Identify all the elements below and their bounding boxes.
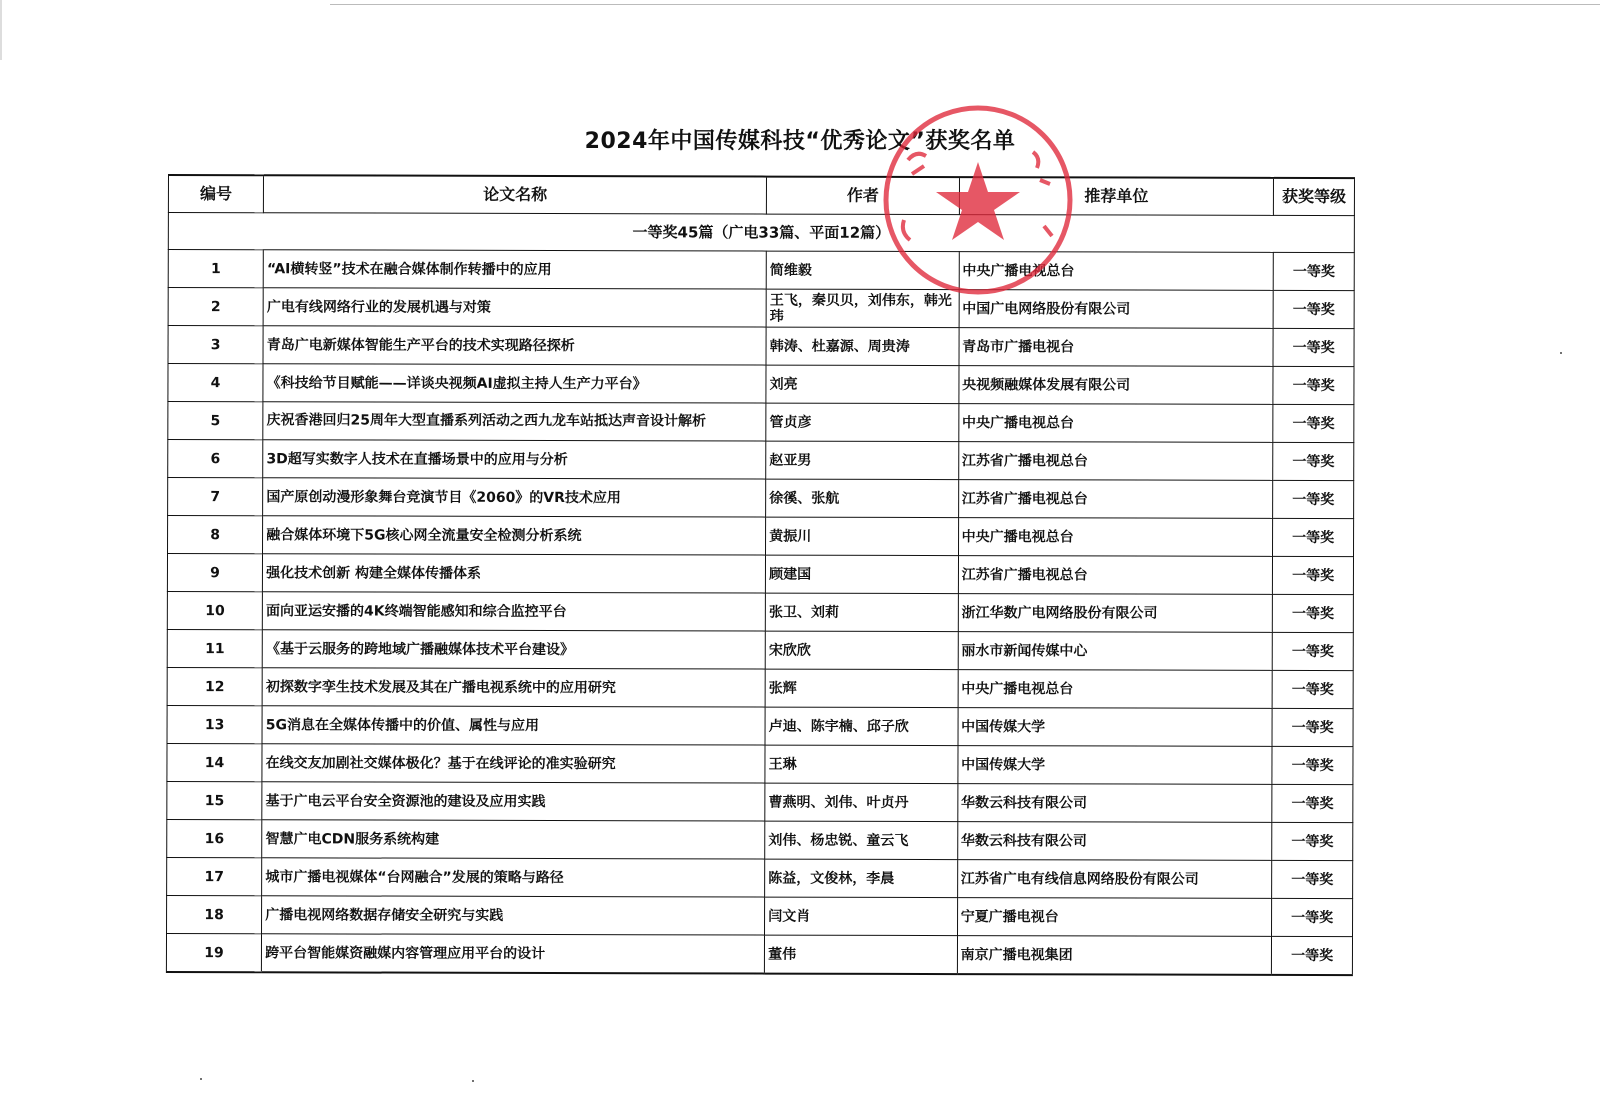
cell-number-text: 15 — [204, 792, 225, 809]
cell-paper-title-text: 广播电视网络数据存储安全研究与实践 — [265, 906, 504, 924]
cell-number-text: 17 — [204, 868, 225, 885]
cell-award-level-text: 一等奖 — [1291, 795, 1334, 812]
cell-award-level — [1273, 556, 1354, 594]
cell-paper-title-text: “AI横转竖”技术在融合媒体制作转播中的应用 — [266, 260, 552, 278]
cell-paper-title — [263, 402, 766, 441]
cell-number — [168, 402, 263, 440]
table-row — [167, 629, 1353, 670]
cell-number-text: 4 — [210, 374, 221, 391]
cell-recommending-unit — [957, 822, 1272, 861]
cell-number-text: 18 — [204, 906, 224, 923]
scan-speck — [1560, 352, 1562, 354]
cell-paper-title — [263, 326, 766, 365]
cell-paper-title — [263, 288, 766, 327]
cell-award-level-text: 一等奖 — [1292, 263, 1335, 280]
cell-recommending-unit-text: 江苏省广播电视总台 — [961, 566, 1088, 583]
table-row — [168, 288, 1354, 329]
cell-number-text: 12 — [204, 678, 225, 695]
cell-number-text: 5 — [210, 412, 221, 429]
cell-number — [167, 819, 262, 857]
cell-author-text: 张辉 — [768, 680, 797, 697]
cell-paper-title — [263, 554, 766, 593]
cell-number-text: 7 — [210, 488, 221, 505]
cell-author — [765, 935, 958, 974]
cell-author — [765, 821, 958, 860]
cell-recommending-unit — [958, 746, 1273, 785]
cell-author — [765, 783, 958, 822]
cell-award-level — [1273, 328, 1354, 366]
cell-paper-title — [262, 630, 765, 669]
cell-author-text: 黄振川 — [769, 528, 812, 545]
cell-recommending-unit — [958, 404, 1273, 443]
cell-number-text: 3 — [210, 336, 221, 353]
table-row — [168, 250, 1354, 291]
cell-recommending-unit-text: 丽水市新闻传媒中心 — [961, 642, 1088, 659]
cell-author — [765, 897, 958, 936]
cell-award-level — [1273, 366, 1354, 404]
cell-number — [168, 478, 263, 516]
cell-author-text: 张卫、刘莉 — [768, 604, 840, 621]
cell-author — [766, 479, 959, 518]
cell-author — [766, 403, 959, 442]
cell-paper-title-text: 青岛广电新媒体智能生产平台的技术实现路径探析 — [266, 336, 575, 354]
cell-award-level — [1273, 480, 1354, 518]
cell-award-level-text: 一等奖 — [1291, 719, 1334, 736]
cell-author-text: 宋欣欣 — [768, 642, 811, 659]
cell-author — [765, 745, 958, 784]
cell-number — [167, 857, 262, 895]
header-author: 作者 — [767, 177, 960, 215]
cell-author-text: 赵亚男 — [769, 452, 812, 469]
cell-paper-title — [262, 820, 765, 859]
cell-number-text: 16 — [204, 830, 225, 847]
cell-recommending-unit — [959, 252, 1274, 291]
cell-award-level-text: 一等奖 — [1291, 947, 1334, 964]
cell-number — [167, 667, 262, 705]
cell-number — [167, 781, 262, 819]
cell-author-text: 徐徯、张航 — [769, 490, 840, 507]
document-title: 2024年中国传媒科技“优秀论文”获奖名单 — [584, 129, 1016, 154]
scan-edge-shadow — [0, 0, 2, 60]
cell-award-level-text: 一等奖 — [1292, 567, 1335, 584]
table-row — [166, 933, 1352, 975]
cell-author-text: 陈益，文俊林，李晨 — [768, 870, 895, 887]
cell-paper-title — [262, 858, 765, 897]
cell-recommending-unit-text: 中国传媒大学 — [961, 756, 1046, 773]
cell-number — [167, 705, 262, 743]
cell-recommending-unit-text: 中央广播电视总台 — [962, 262, 1075, 279]
table-header-row — [168, 175, 1354, 216]
cell-recommending-unit-text: 中央广播电视总台 — [961, 414, 1075, 431]
header-award-level: 获奖等级 — [1274, 178, 1355, 216]
cell-recommending-unit — [958, 442, 1273, 481]
cell-award-level-text: 一等奖 — [1292, 301, 1335, 318]
cell-number — [166, 933, 261, 972]
cell-recommending-unit — [957, 784, 1272, 823]
cell-paper-title — [263, 592, 766, 631]
cell-award-level-text: 一等奖 — [1292, 453, 1335, 470]
cell-award-level — [1272, 936, 1353, 975]
cell-recommending-unit — [958, 594, 1273, 633]
cell-recommending-unit — [958, 480, 1273, 519]
cell-paper-title-text: 《基于云服务的跨地域广播融媒体技术平台建设》 — [265, 640, 574, 658]
table-row — [168, 478, 1354, 519]
cell-recommending-unit — [958, 632, 1273, 671]
scan-speck — [472, 1080, 474, 1082]
cell-award-level — [1273, 290, 1354, 328]
cell-award-level-text: 一等奖 — [1291, 757, 1334, 774]
table-row — [167, 743, 1353, 784]
cell-paper-title-text: 《科技给节目赋能——详谈央视频AI虚拟主持人生产力平台》 — [266, 374, 647, 392]
cell-paper-title — [263, 516, 766, 555]
cell-award-level — [1273, 442, 1354, 480]
table-row — [167, 819, 1353, 860]
cell-award-level-text: 一等奖 — [1291, 681, 1334, 698]
cell-paper-title-text: 城市广播电视媒体“台网融合”发展的策略与路径 — [265, 868, 564, 886]
cell-paper-title-text: 跨平台智能媒资融媒内容管理应用平台的设计 — [265, 944, 546, 962]
cell-author — [765, 631, 958, 670]
cell-paper-title-text: 初探数字孪生技术发展及其在广播电视系统中的应用研究 — [265, 678, 616, 696]
cell-recommending-unit — [959, 366, 1274, 405]
cell-paper-title — [263, 250, 766, 289]
header-number: 编号 — [168, 175, 263, 213]
cell-number — [168, 516, 263, 554]
cell-author-text: 曹燕明、刘伟、叶贞丹 — [768, 794, 909, 811]
cell-award-level — [1272, 632, 1353, 670]
header-paper-title: 论文名称 — [264, 175, 767, 214]
cell-author — [766, 555, 959, 594]
cell-award-level-text: 一等奖 — [1292, 339, 1335, 356]
cell-recommending-unit-text: 华数云科技有限公司 — [960, 832, 1087, 849]
cell-award-level — [1272, 822, 1353, 860]
cell-author-text: 管贞彦 — [769, 414, 812, 431]
cell-author-text: 王琳 — [768, 756, 797, 773]
cell-author — [766, 289, 959, 328]
table-row — [167, 554, 1353, 595]
cell-recommending-unit — [957, 936, 1272, 975]
cell-award-level-text: 一等奖 — [1291, 605, 1334, 622]
cell-author-text: 王飞，秦贝贝，刘伟东，韩光玮 — [769, 292, 952, 325]
scan-speck — [200, 1078, 202, 1080]
cell-recommending-unit-text: 南京广播电视集团 — [960, 946, 1073, 963]
table-row — [168, 326, 1354, 367]
table-row — [167, 667, 1353, 708]
cell-recommending-unit-text: 中央广播电视总台 — [961, 528, 1074, 545]
section-label: 一等奖45篇（广电33篇、平面12篇） — [168, 213, 1354, 253]
cell-award-level — [1273, 594, 1354, 632]
cell-award-level-text: 一等奖 — [1291, 909, 1334, 926]
cell-award-level-text: 一等奖 — [1292, 491, 1335, 508]
award-list-table — [166, 174, 1355, 976]
cell-author — [766, 517, 959, 556]
cell-paper-title-text: 庆祝香港回归25周年大型直播系列活动之西九龙车站抵达声音设计解析 — [266, 412, 707, 430]
cell-award-level — [1272, 708, 1353, 746]
cell-paper-title-text: 融合媒体环境下5G核心网全流量安全检测分析系统 — [266, 526, 582, 544]
header-recommending-unit: 推荐单位 — [959, 177, 1274, 215]
cell-paper-title — [263, 440, 766, 479]
cell-author — [765, 669, 958, 708]
cell-recommending-unit — [959, 328, 1274, 367]
cell-number-text: 13 — [204, 716, 225, 733]
cell-number — [167, 554, 262, 592]
cell-author-text: 顾建国 — [769, 566, 812, 583]
cell-award-level — [1272, 670, 1353, 708]
cell-paper-title — [263, 478, 766, 517]
cell-number — [168, 250, 263, 288]
cell-number — [168, 440, 263, 478]
cell-paper-title — [262, 896, 765, 935]
table-row — [168, 364, 1354, 405]
cell-author — [766, 365, 959, 404]
cell-number-text: 6 — [210, 450, 221, 467]
cell-recommending-unit — [958, 556, 1273, 595]
cell-paper-title — [262, 782, 765, 821]
cell-number — [168, 364, 263, 402]
cell-author — [766, 327, 959, 366]
cell-number — [168, 326, 263, 364]
cell-recommending-unit-text: 江苏省广电有线信息网络股份有限公司 — [960, 870, 1199, 888]
cell-number-text: 9 — [210, 564, 220, 581]
cell-recommending-unit-text: 宁夏广播电视台 — [960, 908, 1059, 925]
table-row — [167, 857, 1353, 898]
cell-number-text: 8 — [210, 526, 221, 543]
cell-recommending-unit-text: 青岛市广播电视台 — [962, 338, 1075, 355]
cell-author-text: 卢迪、陈宇楠、邱子欣 — [768, 718, 909, 735]
cell-paper-title — [262, 668, 765, 707]
cell-number — [167, 591, 262, 629]
cell-paper-title-text: 智慧广电CDN服务系统构建 — [265, 830, 440, 848]
cell-paper-title-text: 在线交友加剧社交媒体极化？基于在线评论的准实验研究 — [265, 754, 616, 772]
cell-award-level-text: 一等奖 — [1292, 415, 1335, 432]
cell-award-level — [1272, 784, 1353, 822]
table-row — [167, 591, 1353, 632]
cell-number — [168, 288, 263, 326]
cell-award-level-text: 一等奖 — [1292, 529, 1335, 546]
table-row — [167, 705, 1353, 746]
cell-number-text: 11 — [205, 640, 225, 657]
cell-award-level — [1272, 898, 1353, 936]
cell-recommending-unit — [957, 860, 1272, 899]
cell-recommending-unit — [958, 670, 1273, 709]
cell-number-text: 19 — [204, 944, 224, 961]
cell-award-level — [1273, 404, 1354, 442]
cell-number — [167, 629, 262, 667]
cell-number — [167, 743, 262, 781]
cell-recommending-unit — [958, 518, 1273, 557]
cell-paper-title-text: 国产原创动漫形象舞台竞演节目《2060》的VR技术应用 — [266, 488, 621, 506]
cell-paper-title-text: 广电有线网络行业的发展机遇与对策 — [266, 298, 491, 316]
cell-recommending-unit — [959, 290, 1274, 329]
cell-author-text: 闫文肖 — [768, 908, 811, 925]
cell-author-text: 韩涛、杜嘉源、周贵涛 — [769, 338, 910, 355]
cell-number — [167, 895, 262, 933]
cell-author-text: 董伟 — [768, 946, 797, 963]
cell-paper-title — [262, 706, 765, 745]
cell-paper-title — [262, 744, 765, 783]
cell-recommending-unit-text: 中国广电网络股份有限公司 — [962, 300, 1131, 318]
cell-author — [766, 441, 959, 480]
cell-award-level — [1273, 252, 1354, 290]
cell-recommending-unit-text: 浙江华数广电网络股份有限公司 — [961, 604, 1158, 622]
cell-recommending-unit-text: 中央广播电视总台 — [961, 680, 1074, 697]
cell-recommending-unit-text: 央视频融媒体发展有限公司 — [962, 376, 1131, 394]
table-row — [168, 402, 1354, 443]
cell-recommending-unit-text: 中国传媒大学 — [961, 718, 1046, 735]
cell-author — [766, 251, 959, 290]
cell-paper-title-text: 强化技术创新 构建全媒体传播体系 — [266, 564, 482, 582]
cell-author-text: 刘伟、杨忠锐、童云飞 — [768, 832, 909, 849]
cell-number-text: 2 — [210, 298, 221, 315]
cell-author-text: 简维毅 — [769, 262, 812, 279]
table-row — [167, 781, 1353, 822]
table-row — [167, 895, 1353, 936]
cell-number-text: 14 — [204, 754, 225, 771]
cell-paper-title — [263, 364, 766, 403]
scan-edge-line — [330, 4, 1600, 5]
cell-award-level-text: 一等奖 — [1292, 377, 1335, 394]
cell-author — [765, 593, 958, 632]
cell-recommending-unit-text: 江苏省广播电视总台 — [961, 490, 1088, 507]
cell-paper-title — [262, 934, 765, 974]
cell-author-text: 刘亮 — [769, 376, 798, 393]
cell-author — [765, 707, 958, 746]
table-row — [168, 440, 1354, 481]
cell-award-level — [1272, 746, 1353, 784]
section-row — [168, 213, 1354, 253]
cell-number-text: 1 — [210, 260, 221, 277]
cell-award-level-text: 一等奖 — [1291, 871, 1334, 888]
cell-award-level — [1272, 860, 1353, 898]
cell-paper-title-text: 基于广电云平台安全资源池的建设及应用实践 — [265, 792, 546, 810]
cell-number-text: 10 — [205, 602, 225, 619]
cell-recommending-unit — [958, 708, 1273, 747]
cell-paper-title-text: 3D超写实数字人技术在直播场景中的应用与分析 — [266, 450, 568, 468]
cell-paper-title-text: 面向亚运安播的4K终端智能感知和综合监控平台 — [266, 602, 567, 620]
cell-recommending-unit-text: 华数云科技有限公司 — [960, 794, 1088, 811]
cell-award-level — [1273, 518, 1354, 556]
cell-recommending-unit — [957, 898, 1272, 937]
table-row — [168, 516, 1354, 557]
cell-paper-title-text: 5G消息在全媒体传播中的价值、属性与应用 — [265, 716, 540, 734]
cell-author — [765, 859, 958, 898]
cell-recommending-unit-text: 江苏省广播电视总台 — [961, 452, 1088, 469]
cell-award-level-text: 一等奖 — [1291, 833, 1334, 850]
cell-award-level-text: 一等奖 — [1291, 643, 1334, 660]
